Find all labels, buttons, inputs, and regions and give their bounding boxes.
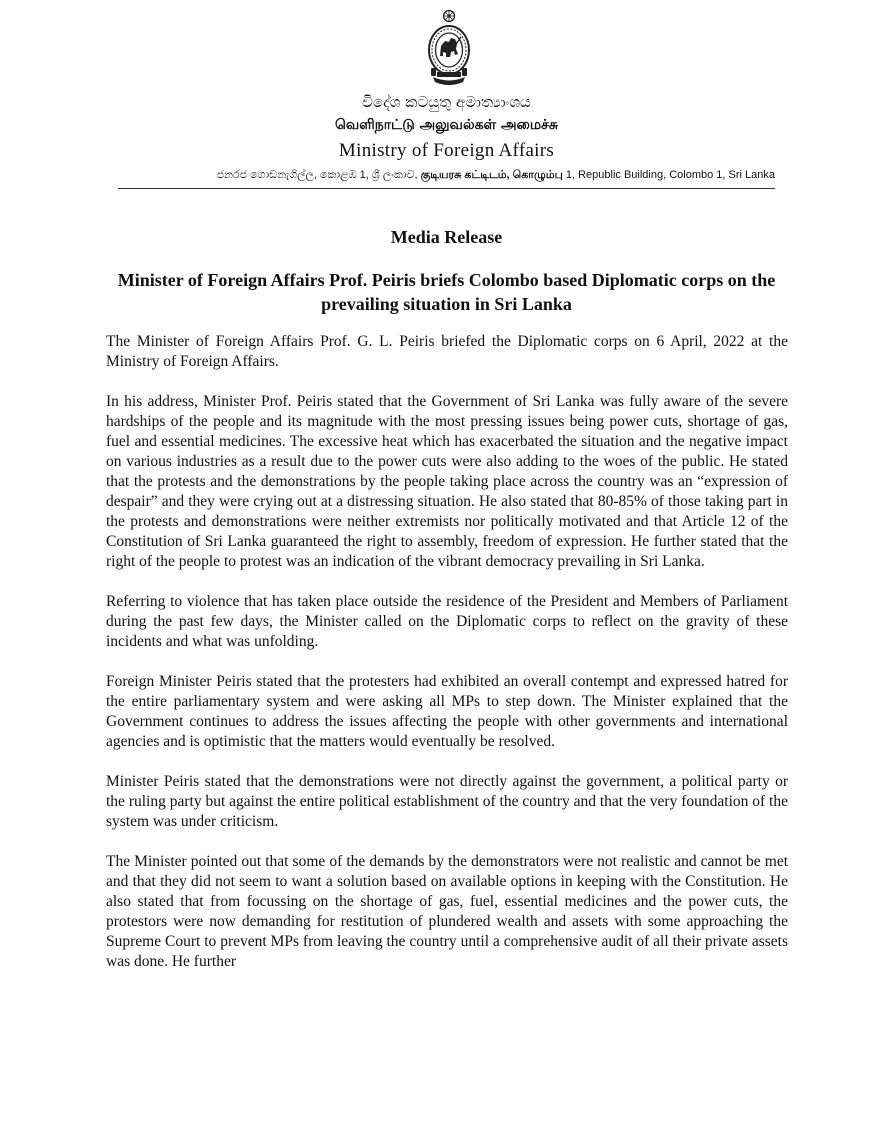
address-english: 1, Republic Building, Colombo 1, Sri Lanka — [565, 169, 775, 181]
document-headline: Minister of Foreign Affairs Prof. Peiris briefs Colombo based Diplomatic corps on the prevailing situation in Sri Lanka — [117, 270, 776, 314]
ministry-name-english: Ministry of Foreign Affairs — [338, 140, 555, 161]
document-body — [106, 332, 788, 992]
ministry-name-sinhala: විදේශ කටයුතු අමාත්‍යාංශය — [362, 93, 531, 111]
document-type-title: Media Release — [390, 227, 503, 247]
body-paragraph: The Minister of Foreign Affairs Prof. G. L. Peiris briefed the Diplomatic corps on 6 April, 2022 at the Ministry of Foreign Affairs. — [106, 333, 788, 370]
body-paragraph: Foreign Minister Peiris stated that the protesters had exhibited an overall contempt and expressed hatred for the entire parliamentary system and were asking all MPs to step down. The Minister explained that the Government continues to address the issues affecting the people with other governments and international agencies and is optimistic that the matters would eventually be resolved. — [106, 673, 788, 750]
body-paragraph: Minister Peiris stated that the demonstrations were not directly against the government, a political party or the ruling party but against the entire political establishment of the country and that the very foundation of the system was under criticism. — [106, 773, 788, 830]
body-paragraph: The Minister pointed out that some of the demands by the demonstrators were not realistic and cannot be met and that they did not seem to want a solution based on available options in keeping with the Constitution. He also stated that from focussing on the shortage of gas, fuel, essential medicines and the power cuts, the protestors were now demanding for restitution of plundered wealth and assets with some approaching the Supreme Court to prevent MPs from leaving the country until a comprehensive audit of all their private assets was done. He further — [106, 853, 788, 970]
address-sinhala: ජනරජ ගොඩනැගිල්ල, කොළඹ 1, ශ්‍රී ලංකාව, — [216, 169, 418, 181]
address-tamil: குடியரசு கட்டிடம், கொழும்பு — [420, 169, 563, 181]
state-emblem-icon — [427, 8, 471, 88]
address-line — [118, 168, 775, 182]
body-paragraph: In his address, Minister Prof. Peiris stated that the Government of Sri Lanka was fully aware of the severe hardships of the people and its magnitude with the most pressing issues being power cuts, shortage of gas, fuel and essential medicines. The excessive heat which has exacerbated the situation and the negative impact on various industries as a result due to the power cuts were also adding to the woes of the public. He stated that the protests and the demonstrations by the people taking place across the country was an “expression of despair” and they were crying out at a distressing situation. He also stated that 80-85% of those taking part in the protests and demonstrations were neither extremists nor politically motivated and that Article 12 of the Constitution of Sri Lanka guaranteed the right to assembly, freedom of expression. He further stated that the right of the people to protest was an indication of the vibrant democracy prevailing in Sri Lanka. — [106, 393, 788, 570]
ministry-name-tamil: வெளிநாட்டு அலுவல்கள் அமைச்சு — [334, 117, 558, 133]
body-paragraph: Referring to violence that has taken place outside the residence of the President and Members of Parliament during the past few days, the Minister called on the Diplomatic corps to reflect on the gravity of these incidents and what was unfolding. — [106, 593, 788, 650]
header-divider — [118, 188, 775, 189]
